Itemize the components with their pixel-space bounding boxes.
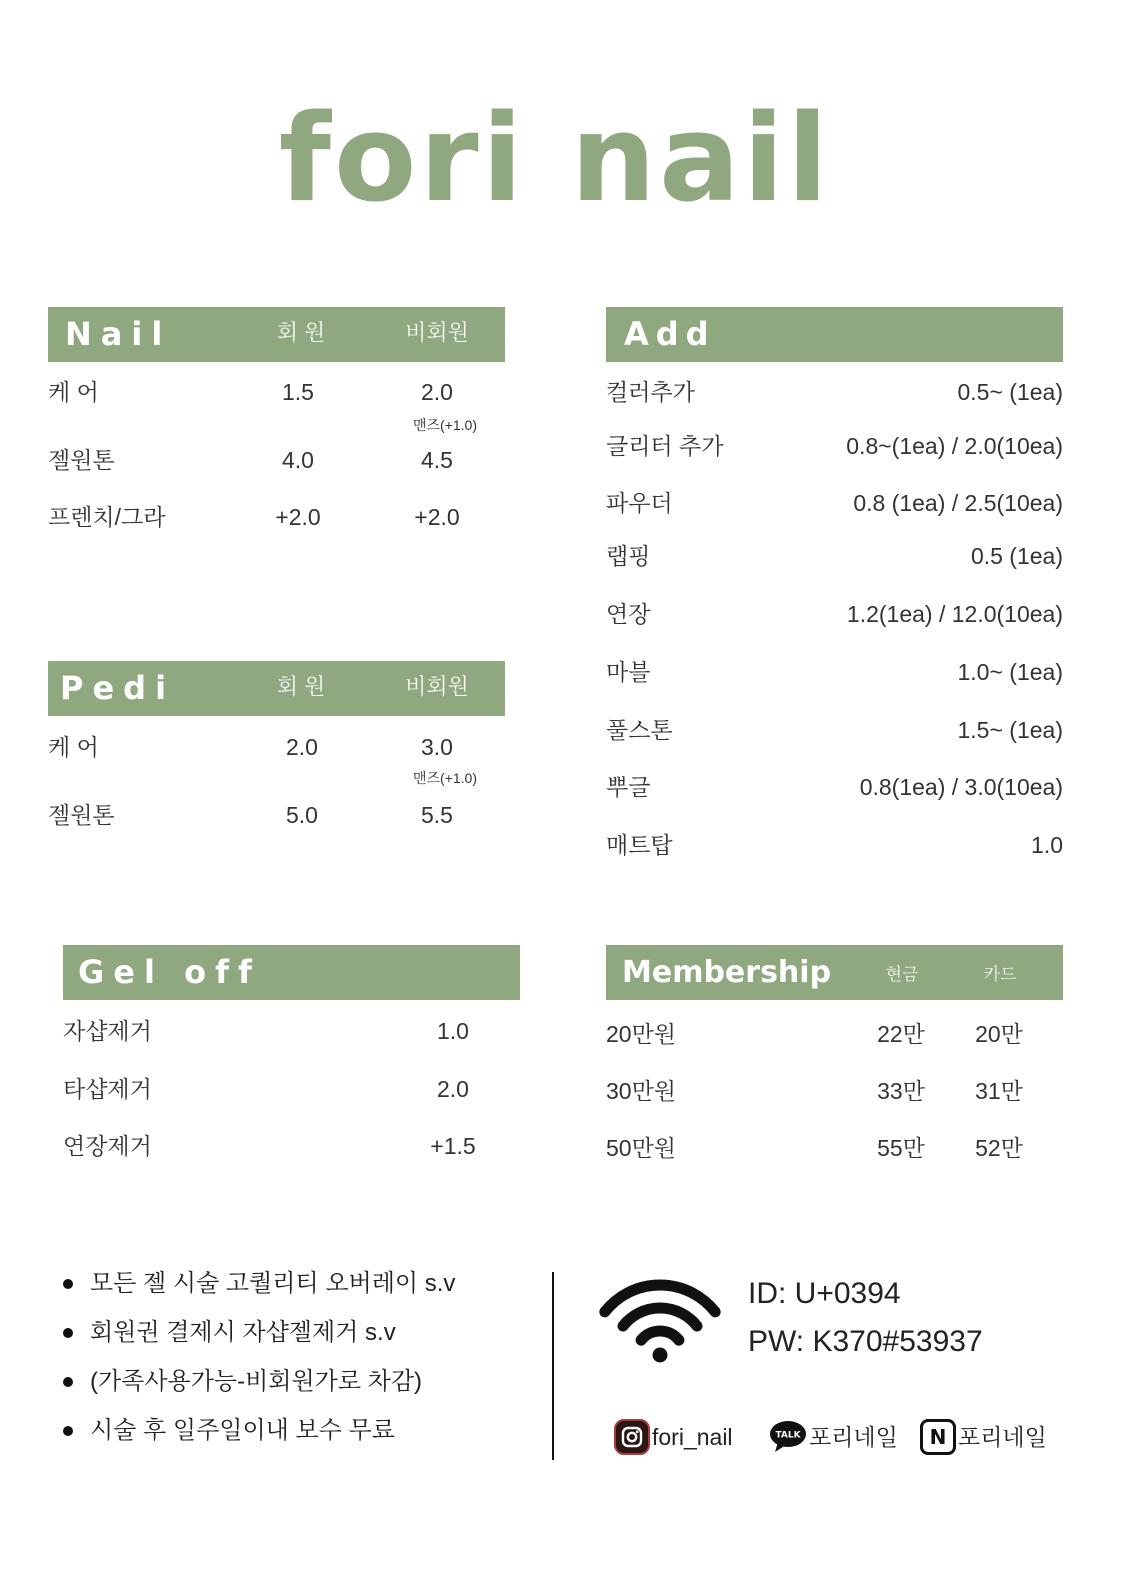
note-item: [62, 1268, 542, 1300]
pedi-header-bar: [48, 661, 505, 716]
add-section-title: Add: [624, 315, 716, 353]
kakaotalk-icon: [769, 1419, 807, 1455]
addon-price: 0.5~ (1ea): [957, 379, 1063, 405]
price-row: [606, 715, 1063, 745]
kakaotalk-logo-text: TALK: [775, 1430, 801, 1441]
addon-price: 1.0: [1031, 832, 1063, 858]
note-text: 회원권 결제시 자샵젤제거 s.v: [90, 1319, 396, 1346]
removal-label: 연장제거: [63, 1133, 152, 1159]
cash-value: 33만: [877, 1078, 925, 1104]
service-label: 프렌치/그라: [48, 504, 166, 530]
removal-price: 1.0: [437, 1018, 469, 1044]
wifi-password: PW: K370#53937: [748, 1325, 983, 1358]
price-row: [48, 445, 505, 475]
gel-off-header-bar: [63, 945, 520, 1000]
vertical-divider: [552, 1272, 554, 1460]
nail-section-title: Nail: [65, 315, 172, 353]
addon-label: 마블: [606, 659, 651, 685]
nonmember-column-header: 비회원: [405, 320, 469, 345]
nonmember-price: 2.0: [421, 379, 453, 405]
membership-section-title: Membership: [622, 955, 832, 990]
pedi-section-title: Pedi: [60, 669, 176, 707]
price-row: [606, 657, 1063, 687]
nonmember-price: 5.5: [421, 802, 453, 828]
member-price: 4.0: [282, 447, 314, 473]
service-label: 케 어: [48, 379, 99, 405]
nail-header-bar: [48, 307, 505, 362]
nonmember-price: +2.0: [414, 504, 460, 530]
price-row: [606, 1133, 1063, 1163]
gel-off-section-title: Gel off: [78, 953, 261, 991]
price-row: [63, 1131, 520, 1161]
member-column-header: 회 원: [276, 674, 326, 699]
removal-price: +1.5: [430, 1133, 476, 1159]
price-row: [606, 377, 1063, 407]
addon-price: 0.8 (1ea) / 2.5(10ea): [853, 490, 1063, 516]
service-label: 케 어: [48, 734, 99, 760]
cash-value: 55만: [877, 1135, 925, 1161]
addon-label: 매트탑: [606, 832, 673, 858]
naver-icon: N: [920, 1419, 956, 1455]
addon-label: 파우더: [606, 490, 673, 516]
wifi-id: ID: U+0394: [748, 1277, 901, 1310]
nonmember-column-header: 비회원: [405, 674, 469, 699]
price-row: [48, 502, 505, 532]
note-text: (가족사용가능-비회원가로 차감): [90, 1368, 423, 1395]
mens-surcharge-note: 맨즈(+1.0): [412, 770, 477, 786]
instagram-icon: [614, 1419, 650, 1455]
price-row: [606, 1019, 1063, 1049]
note-item: [62, 1366, 542, 1398]
price-row: [606, 772, 1063, 802]
card-value: 52만: [975, 1135, 1023, 1161]
note-item: [62, 1317, 542, 1349]
price-row: [48, 800, 505, 830]
membership-header-bar: [606, 945, 1063, 1000]
price-row: [606, 599, 1063, 629]
note-text: 모든 젤 시술 고퀄리티 오버레이 s.v: [90, 1270, 456, 1297]
add-header-bar: [606, 307, 1063, 362]
service-label: 젤원톤: [48, 802, 115, 828]
addon-price: 0.8~(1ea) / 2.0(10ea): [846, 433, 1063, 459]
card-value: 20만: [975, 1021, 1023, 1047]
kakaotalk-name: 포리네일: [809, 1424, 898, 1450]
note-text: 시술 후 일주일이내 보수 무료: [90, 1417, 395, 1444]
price-row: [48, 377, 505, 433]
addon-label: 풀스톤: [606, 717, 673, 743]
note-item: [62, 1415, 542, 1447]
member-column-header: 회 원: [276, 320, 326, 345]
naver-name: 포리네일: [958, 1424, 1047, 1450]
bullet-dot-icon: [63, 1279, 73, 1289]
membership-label: 30만원: [606, 1078, 677, 1104]
addon-label: 랩핑: [606, 543, 651, 569]
removal-label: 타샵제거: [63, 1076, 152, 1102]
addon-price: 1.5~ (1ea): [957, 717, 1063, 743]
price-row: [606, 830, 1063, 860]
price-row: [63, 1016, 520, 1046]
cash-value: 22만: [877, 1021, 925, 1047]
member-price: 5.0: [286, 802, 318, 828]
bullet-dot-icon: [63, 1377, 73, 1387]
removal-label: 자샵제거: [63, 1018, 152, 1044]
instagram-handle: fori_nail: [652, 1424, 733, 1450]
price-row: [606, 541, 1063, 571]
addon-price: 1.2(1ea) / 12.0(10ea): [846, 601, 1063, 627]
price-row: [48, 732, 505, 786]
membership-label: 20만원: [606, 1021, 677, 1047]
price-row: [606, 488, 1063, 518]
addon-price: 0.8(1ea) / 3.0(10ea): [859, 774, 1063, 800]
price-row: [606, 431, 1063, 461]
price-row: [606, 1076, 1063, 1106]
service-label: 젤원톤: [48, 447, 115, 473]
wifi-icon: [595, 1270, 725, 1370]
member-price: 1.5: [282, 379, 314, 405]
addon-label: 연장: [606, 601, 651, 627]
addon-label: 컬러추가: [606, 379, 695, 405]
brand-title: fori nail: [278, 90, 832, 229]
price-row: [63, 1074, 520, 1104]
addon-label: 글리터 추가: [606, 433, 724, 459]
nonmember-price: 4.5: [421, 447, 453, 473]
cash-column-header: 현금: [885, 965, 919, 984]
card-column-header: 카드: [983, 965, 1017, 984]
membership-label: 50만원: [606, 1135, 677, 1161]
bullet-dot-icon: [63, 1328, 73, 1338]
member-price: 2.0: [286, 734, 318, 760]
addon-label: 뿌글: [606, 774, 651, 800]
mens-surcharge-note: 맨즈(+1.0): [412, 417, 477, 433]
card-value: 31만: [975, 1078, 1023, 1104]
nonmember-price: 3.0: [421, 734, 453, 760]
removal-price: 2.0: [437, 1076, 469, 1102]
bullet-dot-icon: [63, 1426, 73, 1436]
member-price: +2.0: [275, 504, 321, 530]
addon-price: 1.0~ (1ea): [957, 659, 1063, 685]
addon-price: 0.5 (1ea): [970, 543, 1063, 569]
